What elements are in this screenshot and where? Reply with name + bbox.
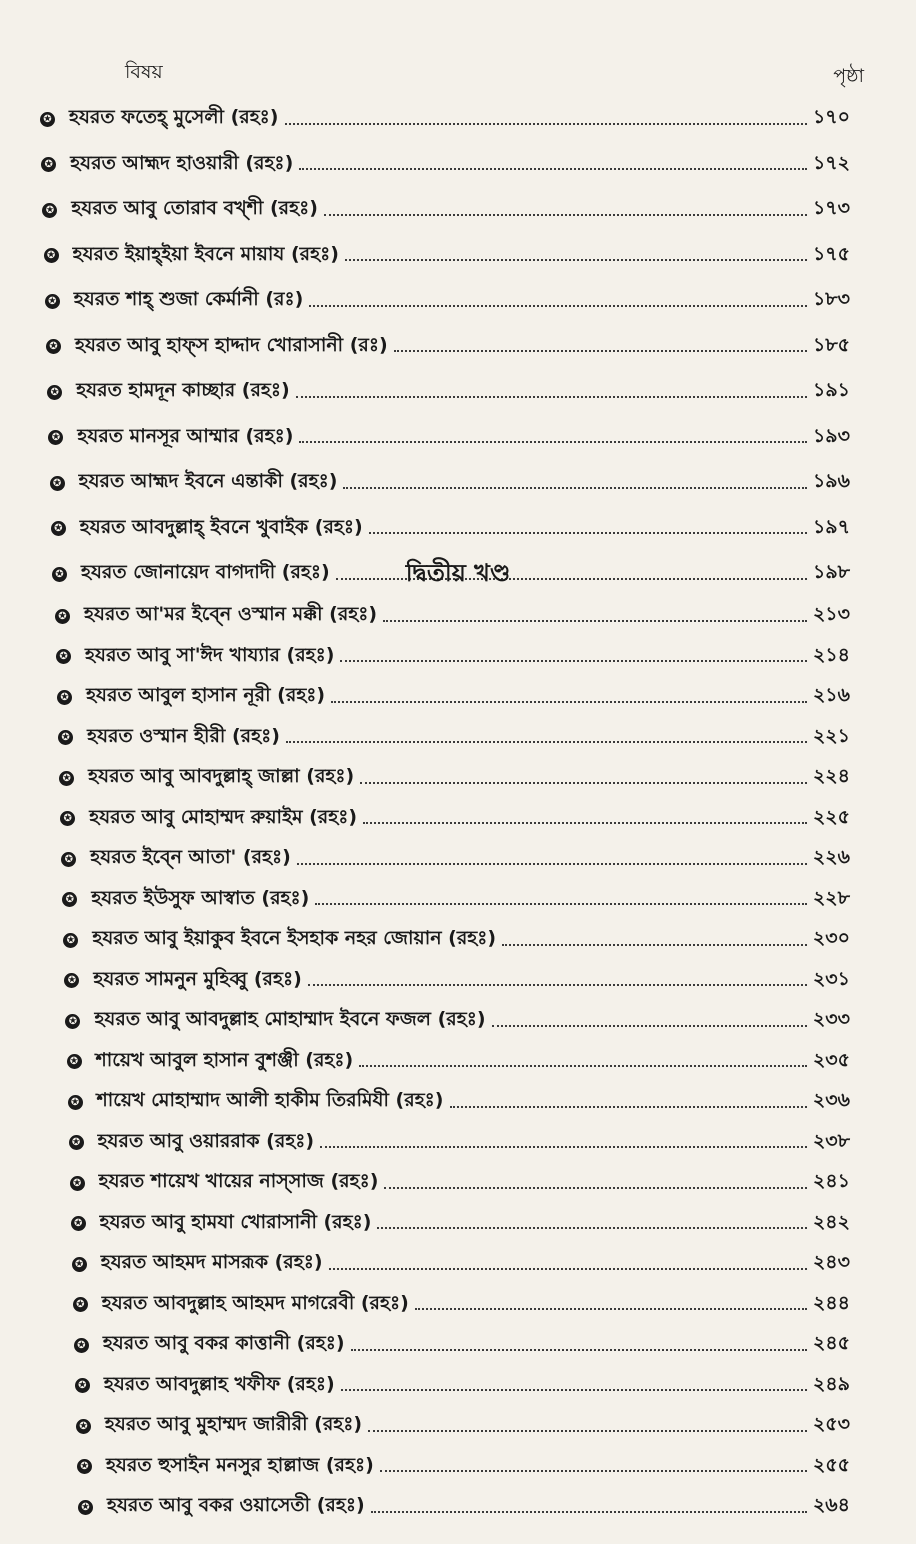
toc-entry <box>44 239 850 273</box>
toc-entry-page: ২৪৩ <box>812 1251 850 1273</box>
toc-entry-page: ২৩৬ <box>812 1089 850 1111</box>
star-bullet-icon: ✪ <box>74 1338 89 1353</box>
star-bullet-icon: ✪ <box>58 730 73 745</box>
toc-entry <box>73 1288 850 1322</box>
star-bullet-icon: ✪ <box>52 567 67 582</box>
toc-entry-page: ২২১ <box>812 724 850 747</box>
star-bullet-icon: ✪ <box>60 811 75 826</box>
toc-entry-title: হযরত আবু মুহাম্মদ জারীরী (রহঃ) <box>104 1413 363 1435</box>
star-bullet-icon: ✪ <box>63 933 78 948</box>
toc-entry-title: হযরত আবুল হাসান নূরী (রহঃ) <box>86 684 326 706</box>
toc-entry-title: হযরত ওস্মান হীরী (রহঃ) <box>87 724 280 747</box>
toc-entry-page: ২১৩ <box>812 603 850 625</box>
toc-entry-page: ২৪৯ <box>812 1372 850 1395</box>
toc-entry-title: হযরত আবু ইয়াকুব ইবনে ইসহাক নহর জোয়ান (রহঃ) <box>92 927 497 949</box>
toc-entry <box>56 640 850 674</box>
toc-entry-title: হযরত ইউসুফ আস্বাত (রহঃ) <box>91 886 310 909</box>
toc-entry-page: ১৮৩ <box>812 288 850 310</box>
star-bullet-icon: ✪ <box>57 690 72 705</box>
toc-entry-page: ২৫৫ <box>812 1453 850 1476</box>
toc-entry-title: হযরত ফতেহ্ মুসেলী (রহঃ) <box>69 106 279 128</box>
toc-entry-page: ২৩০ <box>812 927 850 949</box>
toc-entry-title: হযরত শাহ্ শুজা কের্মানী (রঃ) <box>73 288 304 310</box>
dot-leader <box>324 213 807 216</box>
dot-leader <box>345 258 807 261</box>
dot-leader <box>368 1429 807 1432</box>
toc-entry-title: হযরত আবু হামযা খোরাসানী (রহঃ) <box>99 1210 372 1233</box>
toc-entry-title: হযরত হামদূন কাচ্ছার (রহঃ) <box>76 379 290 401</box>
dot-leader <box>359 1064 807 1067</box>
toc-entry <box>67 1045 851 1079</box>
toc-entry <box>78 1490 850 1524</box>
toc-entry-title: হযরত আহ্মদ হাওয়ারী (রহঃ) <box>70 151 294 174</box>
toc-entry-title: হযরত আবু মোহাম্মদ রুয়াইম (রহঃ) <box>89 805 358 828</box>
toc-entry <box>76 1409 850 1443</box>
dot-leader <box>285 122 807 125</box>
toc-entry-page: ১৯৭ <box>812 515 850 538</box>
toc-entry <box>51 512 850 546</box>
toc-entry-page: ১৯৮ <box>813 561 850 583</box>
dot-leader <box>415 1307 807 1310</box>
star-bullet-icon: ✪ <box>75 1378 90 1393</box>
toc-entry-title: হযরত আবু হাফ্স হাদ্দাদ খোরাসানী (রঃ) <box>75 333 388 356</box>
star-bullet-icon: ✪ <box>55 609 70 624</box>
dot-leader <box>492 1024 807 1027</box>
toc-entry <box>48 421 850 455</box>
star-bullet-icon: ✪ <box>41 157 56 172</box>
star-bullet-icon: ✪ <box>59 771 74 786</box>
toc-entry-page: ১৭০ <box>812 106 850 128</box>
toc-entry-page: ২৩১ <box>812 967 850 990</box>
toc-entry <box>71 1207 850 1241</box>
toc-entry-page: ১৯১ <box>812 379 850 401</box>
toc-entry-title: হযরত হুসাইন মনসুর হাল্লাজ (রহঃ) <box>105 1453 374 1476</box>
toc-entry-page: ২৫৩ <box>812 1413 850 1435</box>
dot-leader <box>341 1388 807 1391</box>
toc-entry-page: ২২৪ <box>812 765 850 787</box>
star-bullet-icon: ✪ <box>62 892 77 907</box>
star-bullet-icon: ✪ <box>42 203 57 218</box>
toc-entry <box>63 923 850 957</box>
toc-entry-page: ২৩৮ <box>812 1129 850 1152</box>
dot-leader <box>329 1267 807 1270</box>
dot-leader <box>309 304 807 307</box>
toc-entry-title: হযরত আবু আবদুল্লাহ্ জাল্লা (রহঃ) <box>88 765 355 787</box>
toc-entry-page: ২৩৩ <box>812 1008 850 1030</box>
toc-entry <box>41 148 850 182</box>
toc-entry-page: ২১৪ <box>812 643 850 666</box>
star-bullet-icon: ✪ <box>40 112 55 127</box>
toc-entry <box>74 1328 850 1362</box>
toc-entry-page: ২২৬ <box>812 846 850 868</box>
star-bullet-icon: ✪ <box>45 294 60 309</box>
toc-entry-page: ২৪৪ <box>812 1291 850 1314</box>
toc-entry-page: ১৯৬ <box>812 470 850 492</box>
star-bullet-icon: ✪ <box>78 1500 93 1515</box>
toc-entry <box>62 883 850 917</box>
toc-entry-title: হযরত মানসূর আম্মার (রহঃ) <box>77 424 294 447</box>
toc-entry <box>59 761 850 795</box>
toc-entry-page: ১৭২ <box>812 151 850 174</box>
dot-leader <box>450 1105 807 1108</box>
star-bullet-icon: ✪ <box>48 430 63 445</box>
dot-leader <box>308 983 807 986</box>
toc-entry-page: ২৬৪ <box>812 1494 850 1516</box>
toc-entry <box>68 1085 850 1119</box>
toc-entry <box>45 284 850 318</box>
toc-entry <box>77 1450 850 1484</box>
toc-entry <box>47 375 850 409</box>
dot-leader <box>360 781 807 784</box>
toc-entry-title: হযরত আবু সা'ঈদ খায্যার (রহঃ) <box>85 643 335 666</box>
toc-entry <box>69 1126 850 1160</box>
toc-entry-title: হযরত আহ্মদ ইবনে এন্তাকী (রহঃ) <box>78 470 338 492</box>
dot-leader <box>286 740 807 743</box>
dot-leader <box>299 440 807 443</box>
toc-entry-title: হযরত আবু বকর ওয়াসেতী (রহঃ) <box>107 1494 365 1516</box>
star-bullet-icon: ✪ <box>56 649 71 664</box>
toc-entry <box>70 1166 850 1200</box>
toc-entry-page: ১৭৫ <box>812 242 850 265</box>
toc-entry-title: হযরত ইব্নে আতা' (রহঃ) <box>90 846 291 868</box>
dot-leader <box>331 700 807 703</box>
toc-entry <box>42 193 850 227</box>
toc-entry-title: হযরত আবদুল্লাহ্ ইবনে খুবাইক (রহঃ) <box>79 515 363 538</box>
star-bullet-icon: ✪ <box>51 521 66 536</box>
toc-entry-page: ১৯৩ <box>812 424 850 447</box>
subject-column-label: বিষয় <box>125 61 163 83</box>
toc-entry <box>65 1004 850 1038</box>
toc-entry-title: হযরত আবদুল্লাহ আহমদ মাগরেবী (রহঃ) <box>101 1291 409 1314</box>
dot-leader <box>371 1510 807 1513</box>
section-heading-part-two: দ্বিতীয় খণ্ড <box>405 559 511 587</box>
star-bullet-icon: ✪ <box>67 1054 82 1069</box>
toc-entry-page: ২২৫ <box>812 805 850 828</box>
toc-entry-title: শায়েখ মোহাম্মাদ আলী হাকীম তিরমিযী (রহঃ) <box>96 1089 444 1111</box>
toc-entry-title: হযরত আবু ওয়াররাক (রহঃ) <box>97 1129 315 1152</box>
star-bullet-icon: ✪ <box>68 1095 83 1110</box>
dot-leader <box>351 1348 807 1351</box>
toc-entry-title: হযরত আ'মর ইব্নে ওস্মান মক্কী (রহঃ) <box>84 603 378 625</box>
dot-leader <box>377 1226 807 1229</box>
star-bullet-icon: ✪ <box>65 1014 80 1029</box>
dot-leader <box>296 395 807 398</box>
dot-leader <box>394 349 807 352</box>
toc-entry-page: ২৩৫ <box>812 1048 850 1071</box>
toc-entry-title: হযরত আবু আবদুল্লাহ মোহাম্মাদ ইবনে ফজল (রহঃ) <box>94 1008 486 1030</box>
star-bullet-icon: ✪ <box>77 1459 92 1474</box>
star-bullet-icon: ✪ <box>73 1297 88 1312</box>
toc-entry <box>75 1369 850 1403</box>
toc-entry-page: ২৪৫ <box>812 1332 850 1354</box>
dot-leader <box>340 659 807 662</box>
toc-entry-title: হযরত সামনুন মুহিব্বু (রহঃ) <box>93 967 302 990</box>
dot-leader <box>502 943 807 946</box>
dot-leader <box>369 531 807 534</box>
toc-entry-page: ১৮৫ <box>813 333 850 356</box>
toc-entry-page: ২৪২ <box>812 1210 850 1233</box>
toc-entry <box>46 330 850 364</box>
toc-header <box>0 58 916 90</box>
star-bullet-icon: ✪ <box>47 385 62 400</box>
dot-leader <box>380 1469 807 1472</box>
page-column-label: পৃষ্ঠা <box>833 65 864 87</box>
toc-entry <box>72 1247 850 1281</box>
star-bullet-icon: ✪ <box>64 973 79 988</box>
toc-entry <box>57 680 850 714</box>
toc-entry <box>58 721 850 755</box>
toc-entry <box>61 842 850 876</box>
star-bullet-icon: ✪ <box>76 1419 91 1434</box>
dot-leader <box>320 1145 807 1148</box>
toc-entry <box>64 964 850 998</box>
toc-entry-title: হযরত জোনায়েদ বাগদাদী (রহঃ) <box>81 561 330 583</box>
toc-entry-title: হযরত আবু তোরাব বখ্শী (রহঃ) <box>71 197 318 219</box>
dot-leader <box>363 821 807 824</box>
toc-entry-page: ১৭৩ <box>812 197 850 219</box>
toc-entry-title: হযরত শায়েখ খায়ের নাস্সাজ (রহঃ) <box>98 1170 379 1192</box>
toc-entry-title: হযরত আবদুল্লাহ খফীফ (রহঃ) <box>103 1372 335 1395</box>
dot-leader <box>299 167 807 170</box>
dot-leader <box>315 902 807 905</box>
toc-entry <box>60 802 850 836</box>
toc-entry-title: হযরত ইয়াহ্ইয়া ইবনে মায়ায (রহঃ) <box>72 242 339 265</box>
toc-entry <box>50 466 850 500</box>
toc-entry-page: ২১৬ <box>812 684 850 706</box>
star-bullet-icon: ✪ <box>72 1257 87 1272</box>
star-bullet-icon: ✪ <box>71 1216 86 1231</box>
toc-entry <box>40 102 850 136</box>
toc-entry-title: হযরত আহমদ মাসরূক (রহঃ) <box>100 1251 323 1273</box>
dot-leader <box>297 862 807 865</box>
dot-leader <box>384 1186 807 1189</box>
star-bullet-icon: ✪ <box>69 1135 84 1150</box>
toc-entry-page: ২২৮ <box>812 886 850 909</box>
star-bullet-icon: ✪ <box>70 1176 85 1191</box>
star-bullet-icon: ✪ <box>46 339 61 354</box>
toc-entry-title: শায়েখ আবুল হাসান বুশঞ্জী (রহঃ) <box>95 1048 354 1071</box>
star-bullet-icon: ✪ <box>50 476 65 491</box>
toc-entry-page: ২৪১ <box>812 1170 850 1192</box>
star-bullet-icon: ✪ <box>44 248 59 263</box>
star-bullet-icon: ✪ <box>61 852 76 867</box>
dot-leader <box>343 486 807 489</box>
toc-entry <box>55 599 850 633</box>
toc-entry-title: হযরত আবু বকর কাত্তানী (রহঃ) <box>102 1332 345 1354</box>
dot-leader <box>383 619 807 622</box>
